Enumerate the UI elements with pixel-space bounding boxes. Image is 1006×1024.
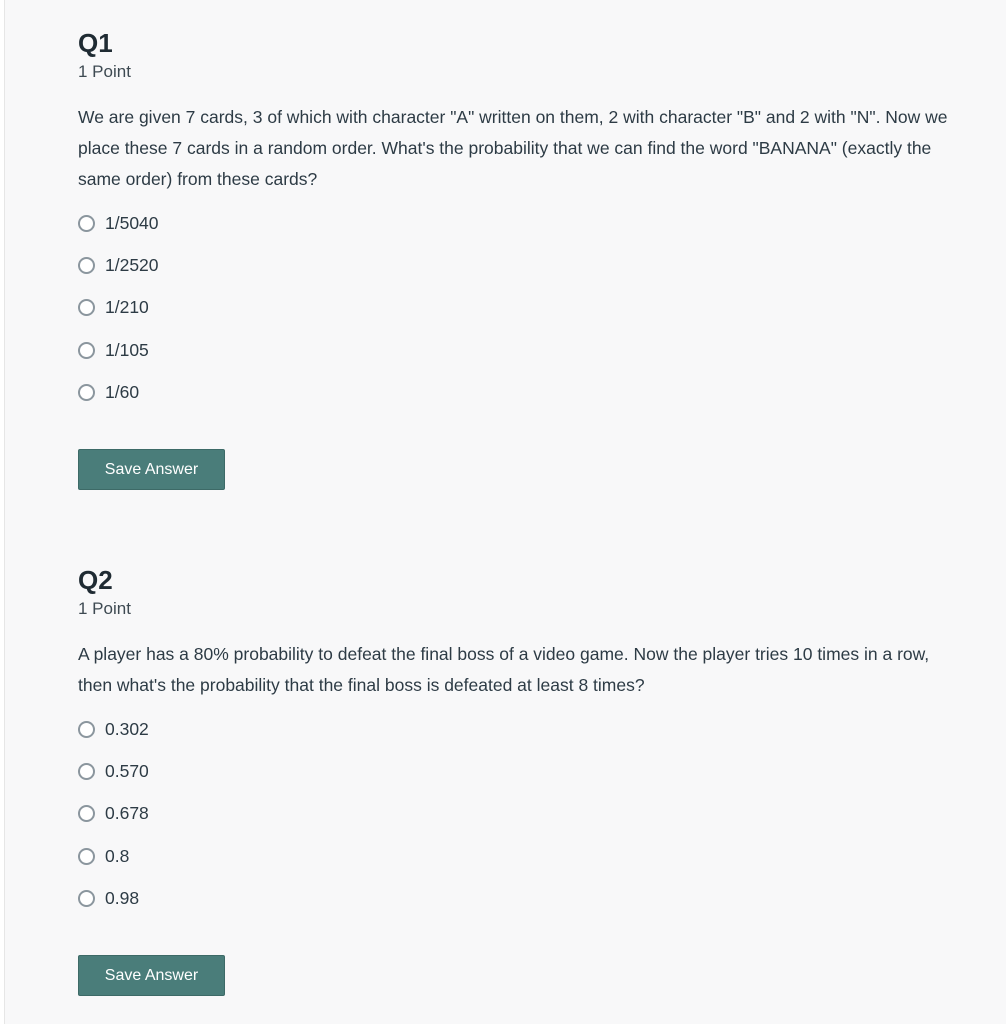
option-label: 0.98 — [105, 887, 140, 908]
radio-button[interactable] — [78, 257, 95, 274]
option-label: 1/105 — [105, 339, 149, 360]
option-label: 1/2520 — [105, 254, 159, 275]
radio-button[interactable] — [78, 342, 95, 359]
answer-option[interactable] — [78, 329, 958, 371]
option-label: 0.678 — [105, 803, 149, 824]
radio-button[interactable] — [78, 384, 95, 401]
option-label: 1/60 — [105, 381, 140, 402]
question-text: A player has a 80% probability to defeat the final boss of a video game. Now the player tries 10 times in a row, then what's the probability that the final boss is defeated at least 8 times? — [78, 644, 930, 695]
answer-option[interactable] — [78, 202, 958, 244]
question-points: 1 Point — [78, 599, 131, 618]
option-label: 0.8 — [105, 845, 130, 866]
radio-button[interactable] — [78, 299, 95, 316]
answer-options — [78, 708, 958, 919]
answer-option[interactable] — [78, 371, 958, 413]
question-title: Q2 — [78, 565, 113, 595]
option-label: 1/5040 — [105, 212, 159, 233]
radio-button[interactable] — [78, 848, 95, 865]
question-2 — [78, 565, 958, 919]
question-1 — [78, 28, 958, 413]
save-answer-button[interactable]: Save Answer — [78, 449, 225, 490]
radio-button[interactable] — [78, 805, 95, 822]
answer-option[interactable] — [78, 750, 958, 792]
answer-option[interactable] — [78, 287, 958, 329]
radio-button[interactable] — [78, 721, 95, 738]
question-points: 1 Point — [78, 62, 131, 81]
radio-button[interactable] — [78, 890, 95, 907]
answer-option[interactable] — [78, 708, 958, 750]
answer-option[interactable] — [78, 877, 958, 919]
option-label: 1/210 — [105, 297, 149, 318]
quiz-panel — [4, 0, 1006, 1024]
question-text: We are given 7 cards, 3 of which with character "A" written on them, 2 with character "B" and 2 with "N". Now we place these 7 cards in a random order. What's the probability that we can find the word "BANANA" (exactly the same order) from these cards? — [78, 107, 948, 189]
answer-options — [78, 202, 958, 413]
option-label: 0.302 — [105, 718, 149, 739]
answer-option[interactable] — [78, 835, 958, 877]
radio-button[interactable] — [78, 215, 95, 232]
option-label: 0.570 — [105, 760, 149, 781]
answer-option[interactable] — [78, 244, 958, 286]
save-answer-button[interactable]: Save Answer — [78, 955, 225, 996]
answer-option[interactable] — [78, 793, 958, 835]
question-title: Q1 — [78, 28, 113, 58]
radio-button[interactable] — [78, 763, 95, 780]
